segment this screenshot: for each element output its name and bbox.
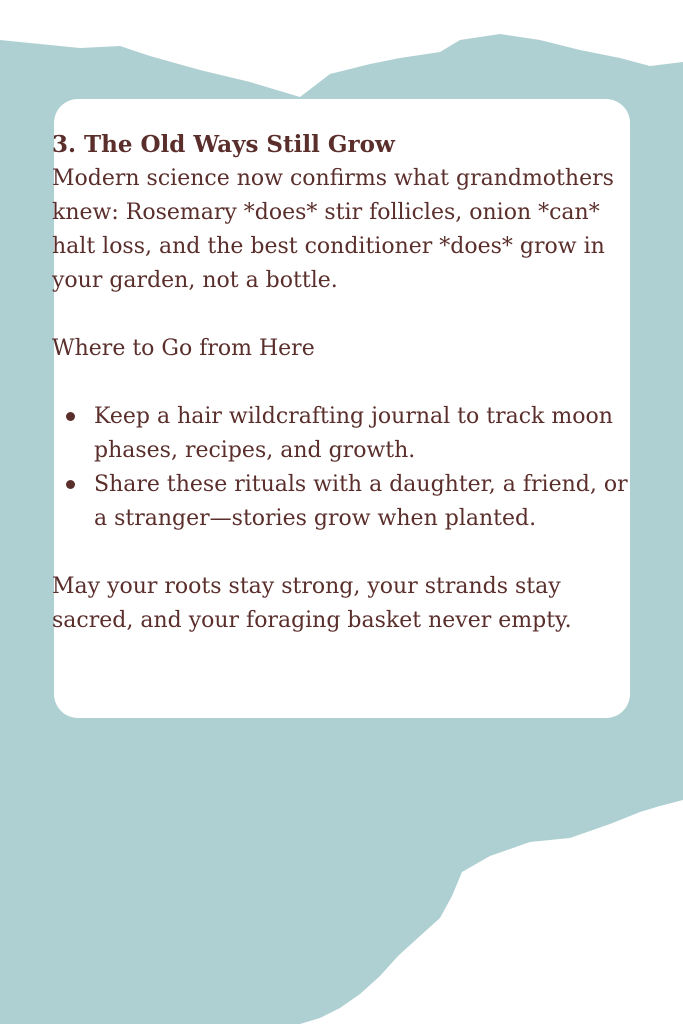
spacer bbox=[52, 536, 632, 570]
section-body: Modern science now confirms what grandmothers knew: Rosemary *does* stir follicles, onion *can* halt loss, and the best conditioner *does* grow in your garden, not a bottle. bbox=[52, 166, 614, 293]
bullet-icon bbox=[66, 480, 75, 489]
bullet-icon bbox=[66, 412, 75, 421]
list-item-text: Share these rituals with a daughter, a friend, or a stranger—stories grow when planted. bbox=[94, 472, 628, 531]
section-heading: 3. The Old Ways Still Grow bbox=[52, 131, 395, 158]
spacer bbox=[52, 366, 632, 400]
next-steps-title: Where to Go from Here bbox=[52, 336, 315, 361]
list-item bbox=[52, 468, 632, 536]
list-item-text: Keep a hair wildcrafting journal to track moon phases, recipes, and growth. bbox=[94, 404, 613, 463]
spacer bbox=[52, 298, 632, 332]
next-steps-list bbox=[52, 400, 632, 536]
closing-text: May your roots stay strong, your strands stay sacred, and your foraging basket never empty. bbox=[52, 574, 572, 633]
article-content bbox=[52, 128, 632, 638]
list-item bbox=[52, 400, 632, 468]
